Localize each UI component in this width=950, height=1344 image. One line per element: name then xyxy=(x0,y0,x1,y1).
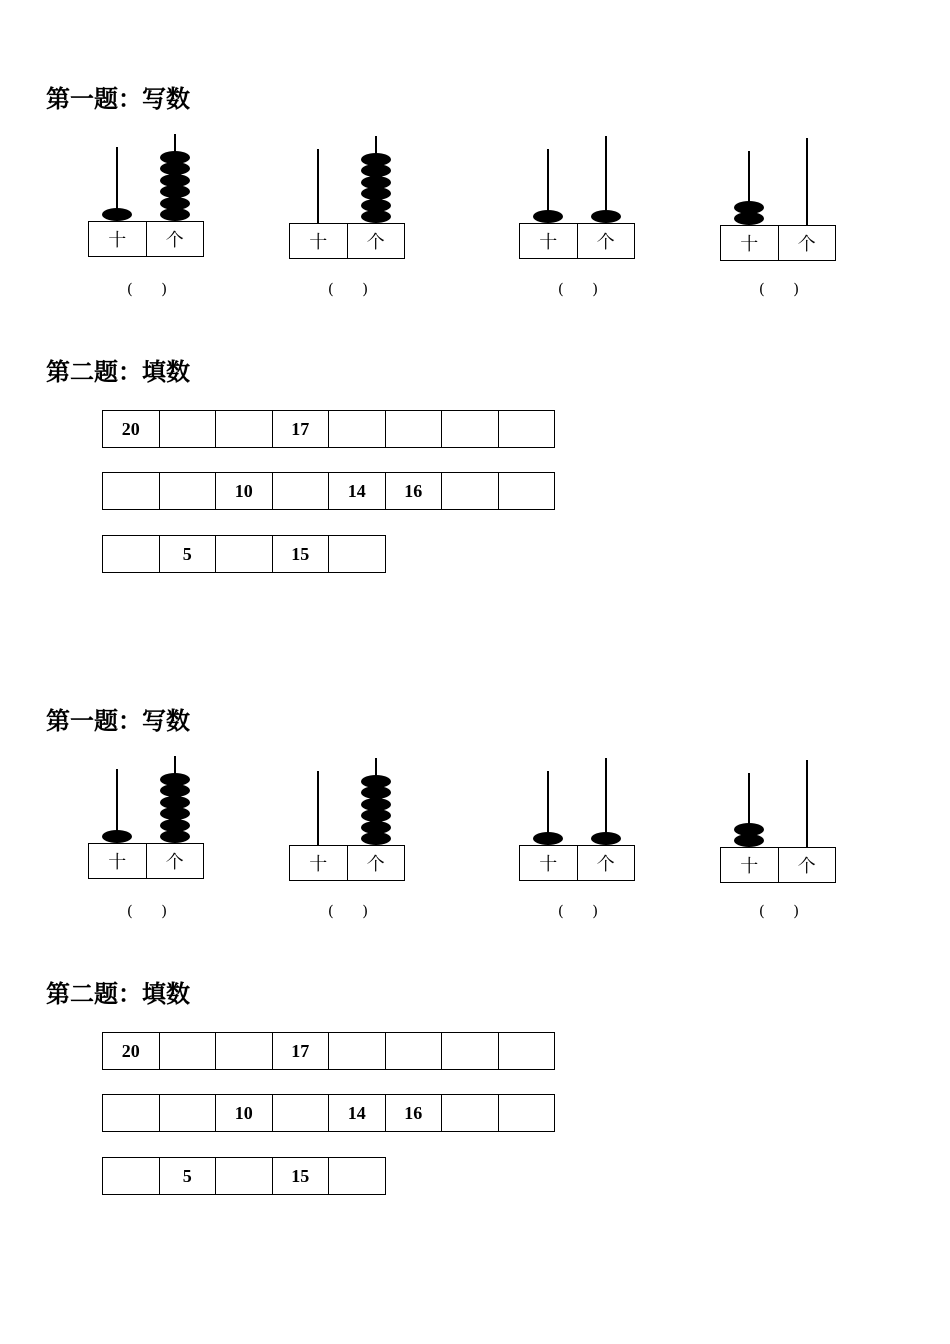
place-value-box xyxy=(289,223,405,259)
ones-bead xyxy=(160,197,190,210)
number-blank-cell[interactable] xyxy=(102,472,160,510)
number-cell: 14 xyxy=(328,1094,386,1132)
ones-bead xyxy=(160,185,190,198)
place-value-box xyxy=(519,223,635,259)
number-cell: 15 xyxy=(272,535,330,573)
ones-label: 个 xyxy=(778,226,836,260)
number-cell: 15 xyxy=(272,1157,330,1195)
tens-label: 十 xyxy=(309,232,328,253)
ones-bead xyxy=(160,796,190,809)
tens-bead xyxy=(734,823,764,836)
number-blank-cell[interactable] xyxy=(328,410,386,448)
number-cell: 10 xyxy=(215,472,273,510)
tens-label: 十 xyxy=(108,230,127,251)
ones-label: 个 xyxy=(347,224,405,258)
tens-rod xyxy=(317,149,319,223)
ones-label: 个 xyxy=(577,224,635,258)
place-value-box xyxy=(88,221,204,257)
number-cell: 10 xyxy=(215,1094,273,1132)
ones-bead xyxy=(361,199,391,212)
ones-label: 个 xyxy=(577,846,635,880)
ones-bead xyxy=(361,821,391,834)
place-value-box xyxy=(289,845,405,881)
ones-bead xyxy=(361,164,391,177)
ones-bead xyxy=(591,832,621,845)
ones-bead xyxy=(361,153,391,166)
number-blank-cell[interactable] xyxy=(102,535,160,573)
place-value-box xyxy=(519,845,635,881)
number-blank-cell[interactable] xyxy=(385,410,443,448)
number-cell: 5 xyxy=(159,1157,217,1195)
ones-bead xyxy=(361,187,391,200)
tens-bead xyxy=(734,834,764,847)
place-value-box xyxy=(720,225,836,261)
tens-label: 十 xyxy=(740,234,759,255)
tens-bead xyxy=(102,208,132,221)
number-blank-cell[interactable] xyxy=(215,410,273,448)
tens-label: 十 xyxy=(539,232,558,253)
tens-bead xyxy=(734,201,764,214)
number-row-3 xyxy=(102,535,386,573)
ones-bead xyxy=(361,176,391,189)
answer-blank[interactable]: ( ) xyxy=(126,280,168,298)
number-blank-cell[interactable] xyxy=(328,535,386,573)
place-value-box xyxy=(720,847,836,883)
question-1-title: 第一题：写数 xyxy=(46,85,190,113)
question-2-title: 第二题：填数 xyxy=(46,358,190,386)
answer-blank[interactable]: ( ) xyxy=(758,280,800,298)
number-blank-cell[interactable] xyxy=(215,1032,273,1070)
place-value-box xyxy=(88,843,204,879)
ones-bead xyxy=(361,798,391,811)
tens-bead xyxy=(533,210,563,223)
ones-bead xyxy=(160,773,190,786)
number-blank-cell[interactable] xyxy=(498,410,556,448)
number-blank-cell[interactable] xyxy=(498,1032,556,1070)
ones-bead xyxy=(361,832,391,845)
number-blank-cell[interactable] xyxy=(159,1032,217,1070)
number-blank-cell[interactable] xyxy=(441,472,499,510)
question-1-title: 第一题：写数 xyxy=(46,707,190,735)
tens-label: 十 xyxy=(108,852,127,873)
number-blank-cell[interactable] xyxy=(272,1094,330,1132)
answer-blank[interactable]: ( ) xyxy=(327,902,369,920)
number-blank-cell[interactable] xyxy=(498,472,556,510)
answer-blank[interactable]: ( ) xyxy=(126,902,168,920)
number-row-2 xyxy=(102,1094,555,1132)
number-blank-cell[interactable] xyxy=(328,1032,386,1070)
number-blank-cell[interactable] xyxy=(102,1094,160,1132)
number-cell: 20 xyxy=(102,410,160,448)
number-cell: 17 xyxy=(272,1032,330,1070)
tens-rod xyxy=(317,771,319,845)
number-cell: 20 xyxy=(102,1032,160,1070)
number-blank-cell[interactable] xyxy=(159,1094,217,1132)
ones-bead xyxy=(361,775,391,788)
question-2-title: 第二题：填数 xyxy=(46,980,190,1008)
ones-bead xyxy=(160,174,190,187)
ones-bead xyxy=(361,809,391,822)
tens-bead xyxy=(102,830,132,843)
number-blank-cell[interactable] xyxy=(441,410,499,448)
answer-blank[interactable]: ( ) xyxy=(557,902,599,920)
ones-bead xyxy=(160,162,190,175)
number-row-1 xyxy=(102,1032,555,1070)
number-cell: 16 xyxy=(385,1094,443,1132)
answer-blank[interactable]: ( ) xyxy=(758,902,800,920)
ones-rod xyxy=(806,138,808,225)
number-cell: 14 xyxy=(328,472,386,510)
number-blank-cell[interactable] xyxy=(215,535,273,573)
ones-rod xyxy=(806,760,808,847)
ones-bead xyxy=(160,819,190,832)
ones-bead xyxy=(591,210,621,223)
ones-bead xyxy=(160,151,190,164)
number-blank-cell[interactable] xyxy=(441,1094,499,1132)
tens-bead xyxy=(533,832,563,845)
worksheet-section-2 xyxy=(0,622,950,1244)
number-cell: 17 xyxy=(272,410,330,448)
number-blank-cell[interactable] xyxy=(102,1157,160,1195)
number-blank-cell[interactable] xyxy=(215,1157,273,1195)
ones-bead xyxy=(160,208,190,221)
ones-label: 个 xyxy=(778,848,836,882)
tens-label: 十 xyxy=(539,854,558,875)
number-blank-cell[interactable] xyxy=(328,1157,386,1195)
tens-label: 十 xyxy=(309,854,328,875)
tens-bead xyxy=(734,212,764,225)
number-row-1 xyxy=(102,410,555,448)
ones-bead xyxy=(160,807,190,820)
ones-label: 个 xyxy=(347,846,405,880)
number-cell: 5 xyxy=(159,535,217,573)
number-blank-cell[interactable] xyxy=(272,472,330,510)
number-blank-cell[interactable] xyxy=(159,472,217,510)
ones-bead xyxy=(361,786,391,799)
number-row-2 xyxy=(102,472,555,510)
ones-bead xyxy=(160,830,190,843)
number-blank-cell[interactable] xyxy=(159,410,217,448)
number-blank-cell[interactable] xyxy=(498,1094,556,1132)
ones-label: 个 xyxy=(146,844,204,878)
tens-label: 十 xyxy=(740,856,759,877)
answer-blank[interactable]: ( ) xyxy=(557,280,599,298)
ones-label: 个 xyxy=(146,222,204,256)
ones-bead xyxy=(160,784,190,797)
number-blank-cell[interactable] xyxy=(441,1032,499,1070)
ones-bead xyxy=(361,210,391,223)
number-row-3 xyxy=(102,1157,386,1195)
worksheet-section-1 xyxy=(0,0,950,622)
number-cell: 16 xyxy=(385,472,443,510)
number-blank-cell[interactable] xyxy=(385,1032,443,1070)
answer-blank[interactable]: ( ) xyxy=(327,280,369,298)
